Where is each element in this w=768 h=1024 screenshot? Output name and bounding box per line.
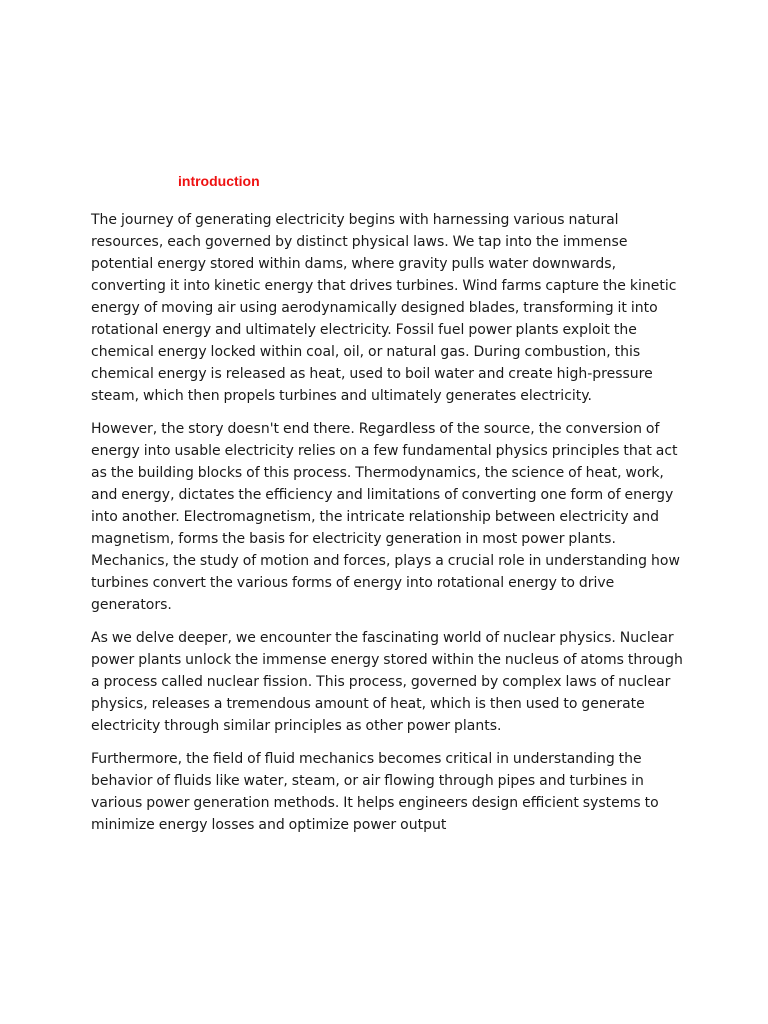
paragraph-2: However, the story doesn't end there. Regardless of the source, the conversion of energy into usable electricity relies on a few fundamental physics principles that act as the building blocks of this process. Thermodynamics, the science of heat, work, and energy, dictates the efficiency and limitations of converting one form of energy into another. Electromagnetism, the intricate relationship between electricity and magnetism, forms the basis for electricity generation in most power plants. Mechanics, the study of motion and forces, plays a crucial role in understanding how turbines convert the various forms of energy into rotational energy to drive generators. <box>91 421 680 613</box>
paragraph-4: Furthermore, the field of fluid mechanics becomes critical in understanding the behavior of fluids like water, steam, or air flowing through pipes and turbines in various power generation methods. It helps engineers design efficient systems to minimize energy losses and optimize power output <box>91 751 659 833</box>
paragraph-1: The journey of generating electricity begins with harnessing various natural resources, each governed by distinct physical laws. We tap into the immense potential energy stored within dams, where gravity pulls water downwards, converting it into kinetic energy that drives turbines. Wind farms capture the kinetic energy of moving air using aerodynamically designed blades, transforming it into rotational energy and ultimately electricity. Fossil fuel power plants exploit the chemical energy locked within coal, oil, or natural gas. During combustion, this chemical energy is released as heat, used to boil water and create high-pressure steam, which then propels turbines and ultimately generates electricity. <box>91 212 677 404</box>
section-heading: introduction <box>178 173 260 189</box>
paragraph-3: As we delve deeper, we encounter the fascinating world of nuclear physics. Nuclear power plants unlock the immense energy stored within the nucleus of atoms through a process called nuclear fission. This process, governed by complex laws of nuclear physics, releases a tremendous amount of heat, which is then used to generate electricity through similar principles as other power plants. <box>91 630 683 734</box>
body-text <box>91 209 689 847</box>
